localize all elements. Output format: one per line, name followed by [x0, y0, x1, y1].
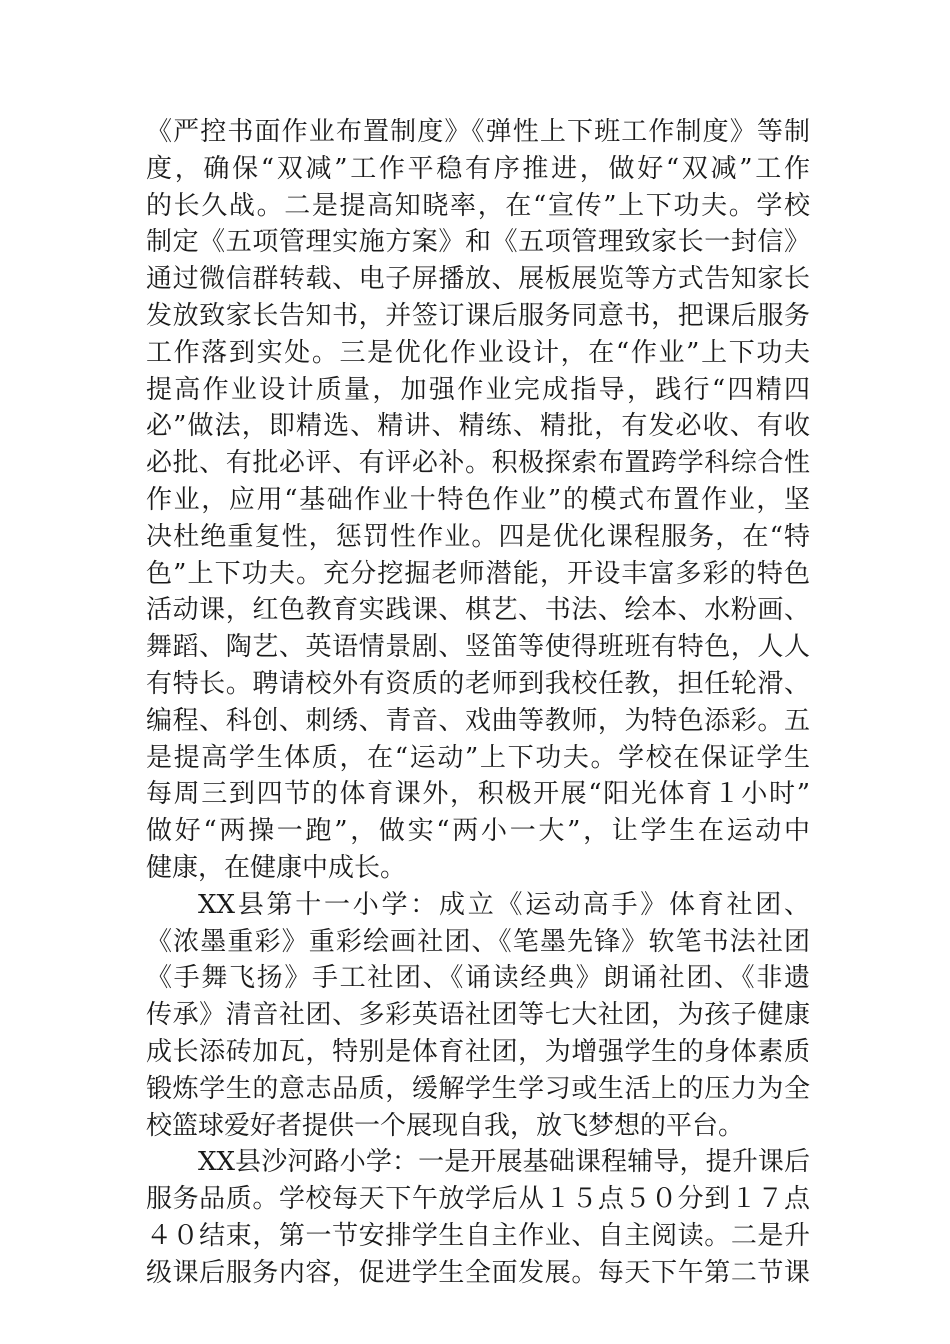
paragraph-p3	[146, 1144, 810, 1291]
text-line: 度，确保“双减”工作平稳有序推进，做好“双减”工作	[146, 153, 810, 184]
text-line: 是提高学生体质，在“运动”上下功夫。学校在保证学生	[146, 742, 810, 773]
text-line: 舞蹈、陶艺、英语情景剧、竖笛等使得班班有特色，人人	[146, 632, 810, 663]
text-line: 健康，在健康中成长。	[146, 852, 407, 883]
text-line: 《手舞飞扬》手工社团、《诵读经典》朗诵社团、《非遗	[146, 963, 810, 994]
text-line: 制定《五项管理实施方案》和《五项管理致家长一封信》	[146, 227, 810, 258]
text-line: 活动课，红色教育实践课、棋艺、书法、绘本、水粉画、	[146, 595, 810, 626]
text-line: 编程、科创、刺绣、青音、戏曲等教师，为特色添彩。五	[146, 705, 810, 736]
text-line: 《严控书面作业布置制度》《弹性上下班工作制度》等制	[146, 117, 810, 147]
text-line: XX县沙河路小学：一是开展基础课程辅导，提升课后	[198, 1147, 810, 1178]
text-line: 每周三到四节的体育课外，积极开展“阳光体育１小时”	[146, 779, 810, 810]
text-line: 的长久战。二是提高知晓率，在“宣传”上下功夫。学校	[146, 190, 810, 221]
text-line: 工作落到实处。三是优化作业设计，在“作业”上下功夫	[146, 337, 810, 368]
text-line: XX县第十一小学：成立《运动高手》体育社团、	[198, 889, 810, 920]
text-line: 服务品质。学校每天下午放学后从１５点５０分到１７点	[146, 1184, 810, 1215]
paragraph-p1	[146, 114, 810, 887]
text-line: 通过微信群转载、电子屏播放、展板展览等方式告知家长	[146, 264, 810, 295]
text-line: 有特长。聘请校外有资质的老师到我校任教，担任轮滑、	[146, 668, 810, 699]
paragraph-p2	[146, 887, 810, 1145]
document-body	[146, 114, 810, 1292]
text-line: 发放致家长告知书，并签订课后服务同意书，把课后服务	[146, 300, 810, 331]
text-line: 做好“两操一跑”，做实“两小一大”，让学生在运动中	[146, 816, 810, 847]
text-line: 色”上下功夫。充分挖掘老师潜能，开设丰富多彩的特色	[146, 558, 810, 589]
text-line: 校篮球爱好者提供一个展现自我，放飞梦想的平台。	[146, 1110, 745, 1141]
text-line: 成长添砖加瓦，特别是体育社团，为增强学生的身体素质	[146, 1036, 810, 1067]
text-line: 锻炼学生的意志品质，缓解学生学习或生活上的压力为全	[146, 1073, 810, 1104]
text-line: ４０结束，第一节安排学生自主作业、自主阅读。二是升	[146, 1220, 810, 1251]
text-line: 传承》清音社团、多彩英语社团等七大社团，为孩子健康	[146, 1000, 810, 1031]
text-line: 提高作业设计质量，加强作业完成指导，践行“四精四	[146, 374, 810, 405]
text-line: 作业，应用“基础作业十特色作业”的模式布置作业，坚	[146, 484, 810, 515]
text-line: 决杜绝重复性，惩罚性作业。四是优化课程服务，在“特	[146, 521, 810, 552]
text-line: 《浓墨重彩》重彩绘画社团、《笔墨先锋》软笔书法社团	[146, 926, 810, 957]
text-line: 级课后服务内容，促进学生全面发展。每天下午第二节课	[146, 1257, 810, 1288]
text-line: 必批、有批必评、有评必补。积极探索布置跨学科综合性	[146, 448, 810, 479]
text-line: 必”做法，即精选、精讲、精练、精批，有发必收、有收	[146, 411, 810, 442]
